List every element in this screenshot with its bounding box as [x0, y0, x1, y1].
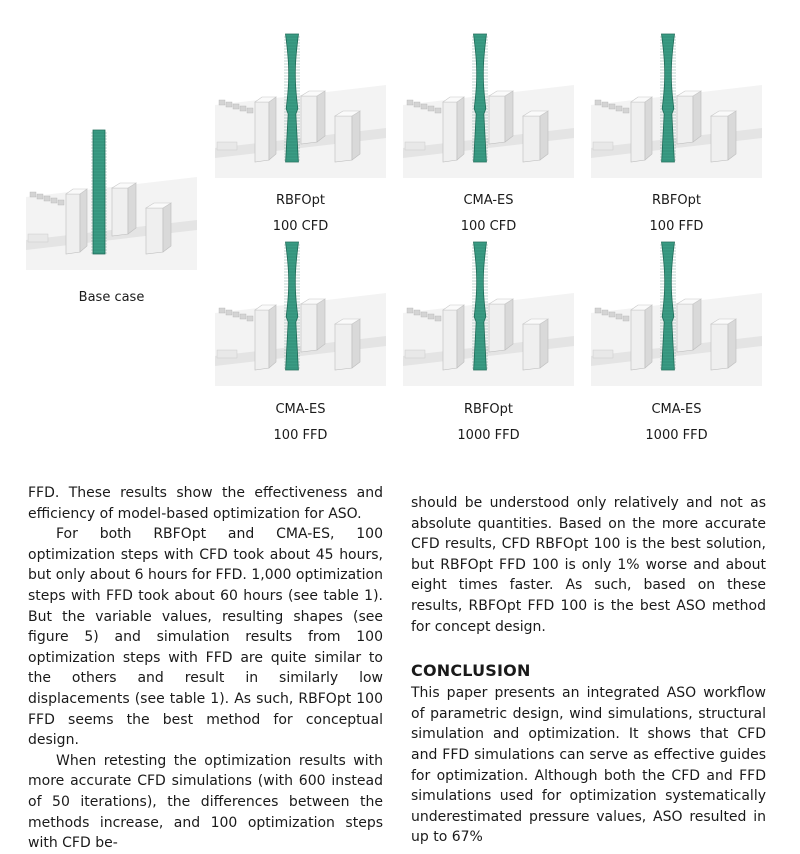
section-heading: CONCLUSION: [411, 661, 531, 681]
building-side: [645, 97, 652, 160]
caption-line: RBFOpt: [463, 402, 513, 417]
building-side: [645, 305, 652, 368]
building: [255, 97, 276, 162]
context-block: [37, 194, 43, 199]
caption-line: 100 CFD: [460, 219, 517, 234]
building-face: [631, 102, 645, 162]
caption-rbfopt-1000-ffd: [403, 397, 574, 449]
building: [631, 97, 652, 162]
building-side: [317, 299, 325, 350]
caption-line: 100 FFD: [273, 428, 328, 443]
caption-line: CMA-ES: [463, 193, 514, 208]
paragraph: should be understood only relatively and not as absolute quantities. Based on the more accurate CFD results, CFD RBFOpt 100 is the best solution, but RBFOpt FFD 100 is only 1% worse and about eight times faster. As such, based on these results, RBFOpt FFD 100 is the best ASO method for concept design.: [411, 495, 766, 635]
building: [443, 97, 464, 162]
caption-cmaes-100-ffd: [215, 397, 386, 449]
building-side: [80, 189, 87, 252]
left-text-column: [28, 483, 383, 854]
caption-base-case: [26, 285, 197, 311]
building-face: [711, 324, 728, 370]
building: [301, 91, 325, 144]
building-face: [631, 310, 645, 370]
tower-body: [474, 34, 487, 162]
building-face: [489, 304, 505, 352]
building: [489, 299, 513, 352]
context-block: [602, 102, 608, 107]
render-image: [403, 238, 574, 386]
context-block: [421, 312, 427, 317]
building-side: [728, 111, 736, 160]
building: [335, 319, 360, 370]
context-block: [616, 106, 622, 111]
right-text-column: [411, 493, 766, 848]
building: [711, 319, 736, 370]
building: [66, 189, 87, 254]
building-face: [523, 116, 540, 162]
building-side: [128, 183, 136, 234]
building-face: [335, 116, 352, 162]
context-block: [428, 106, 434, 111]
context-block: [233, 104, 239, 109]
building-face: [146, 208, 163, 254]
caption-line: 100 CFD: [272, 219, 329, 234]
figure-rbfopt-100-cfd: [215, 30, 386, 178]
building-face: [335, 324, 352, 370]
context-block: [28, 234, 48, 242]
building-side: [269, 305, 276, 368]
context-block: [217, 350, 237, 358]
building: [523, 319, 548, 370]
building-face: [66, 194, 80, 254]
building-face: [255, 310, 269, 370]
building-face: [301, 96, 317, 144]
context-block: [623, 108, 629, 113]
caption-rbfopt-100-cfd: [215, 188, 386, 240]
building: [523, 111, 548, 162]
caption-line: RBFOpt: [651, 193, 701, 208]
building-face: [523, 324, 540, 370]
building-face: [489, 96, 505, 144]
tower-body: [286, 34, 299, 162]
context-block: [593, 142, 613, 150]
context-block: [609, 104, 615, 109]
context-block: [602, 310, 608, 315]
render-image: [26, 122, 197, 270]
building-side: [693, 299, 701, 350]
tower-body: [474, 242, 487, 370]
figure-rbfopt-100-ffd: [591, 30, 762, 178]
context-block: [405, 142, 425, 150]
building-side: [163, 203, 171, 252]
context-block: [217, 142, 237, 150]
context-block: [435, 108, 441, 113]
render-image: [591, 238, 762, 386]
building-side: [505, 299, 513, 350]
building: [146, 203, 171, 254]
building-face: [255, 102, 269, 162]
tower-body: [93, 130, 105, 254]
building-side: [505, 91, 513, 142]
caption-rbfopt-100-ffd: [591, 188, 762, 240]
paragraph: For both RBFOpt and CMA-ES, 100 optimization steps with CFD took about 45 hours, but only about 6 hours for FFD. 1,000 optimization steps with FFD took about 60 hours (see table 1). But the variable values, resulting shapes (see figure 5) and simulation results from 100 optimization steps with FFD are quite similar to the others and result in similarly low displacements (see table 1). As such, RBFOpt 100 FFD seems the best method for conceptual design.: [28, 526, 383, 749]
context-block: [595, 100, 601, 105]
context-block: [593, 350, 613, 358]
context-block: [233, 312, 239, 317]
building-face: [677, 96, 693, 144]
caption-line: CMA-ES: [651, 402, 702, 417]
building: [677, 91, 701, 144]
caption-line: RBFOpt: [275, 193, 325, 208]
building: [631, 305, 652, 370]
building-face: [677, 304, 693, 352]
context-block: [44, 196, 50, 201]
figure-base-case: [26, 122, 197, 270]
context-block: [595, 308, 601, 313]
building-face: [443, 102, 457, 162]
tower-body: [662, 242, 675, 370]
context-block: [414, 102, 420, 107]
paragraph: This paper presents an integrated ASO workflow of parametric design, wind simulations, structural simulation and optimization. It shows that CFD and FFD simulations can serve as effective guides for optimization. Although both the CFD and FFD simulations used for optimization systematically underestimated pressure values, ASO resulted in up to 67%: [411, 685, 766, 846]
building: [489, 91, 513, 144]
building: [301, 299, 325, 352]
building: [335, 111, 360, 162]
building-side: [352, 111, 360, 160]
building: [112, 183, 136, 236]
building: [255, 305, 276, 370]
figure-cmaes-100-ffd: [215, 238, 386, 386]
context-block: [240, 106, 246, 111]
building-side: [728, 319, 736, 368]
caption-line: Base case: [78, 290, 145, 305]
context-block: [240, 314, 246, 319]
building-side: [269, 97, 276, 160]
figure-cmaes-1000-ffd: [591, 238, 762, 386]
context-block: [226, 310, 232, 315]
building-side: [457, 305, 464, 368]
building-side: [693, 91, 701, 142]
context-block: [609, 312, 615, 317]
context-block: [226, 102, 232, 107]
building: [711, 111, 736, 162]
context-block: [623, 316, 629, 321]
building-side: [352, 319, 360, 368]
tower-body: [286, 242, 299, 370]
caption-line: 1000 FFD: [457, 428, 520, 443]
caption-cmaes-1000-ffd: [591, 397, 762, 449]
caption-cmaes-100-cfd: [403, 188, 574, 240]
building: [677, 299, 701, 352]
context-block: [247, 316, 253, 321]
render-image: [215, 238, 386, 386]
context-block: [58, 200, 64, 205]
render-image: [215, 30, 386, 178]
building-side: [540, 111, 548, 160]
context-block: [219, 308, 225, 313]
building-side: [540, 319, 548, 368]
context-block: [30, 192, 36, 197]
render-image: [591, 30, 762, 178]
building-face: [443, 310, 457, 370]
building-side: [457, 97, 464, 160]
context-block: [421, 104, 427, 109]
figure-rbfopt-1000-ffd: [403, 238, 574, 386]
context-block: [407, 308, 413, 313]
building-face: [711, 116, 728, 162]
context-block: [247, 108, 253, 113]
context-block: [51, 198, 57, 203]
context-block: [428, 314, 434, 319]
figure-cmaes-100-cfd: [403, 30, 574, 178]
building-face: [112, 188, 128, 236]
context-block: [405, 350, 425, 358]
context-block: [407, 100, 413, 105]
context-block: [414, 310, 420, 315]
building: [443, 305, 464, 370]
building-side: [317, 91, 325, 142]
caption-line: CMA-ES: [275, 402, 326, 417]
tower: [91, 130, 107, 254]
context-block: [616, 314, 622, 319]
context-block: [435, 316, 441, 321]
caption-line: 100 FFD: [649, 219, 704, 234]
building-face: [301, 304, 317, 352]
tower-body: [662, 34, 675, 162]
render-image: [403, 30, 574, 178]
paragraph: FFD. These results show the effectiveness and efficiency of model-based optimization for ASO.: [28, 485, 383, 522]
paragraph: When retesting the optimization results with more accurate CFD simulations (with 600 instead of 50 iterations), the differences between the methods increase, and 100 optimization steps with CFD be-: [28, 752, 383, 852]
context-block: [219, 100, 225, 105]
caption-line: 1000 FFD: [645, 428, 708, 443]
